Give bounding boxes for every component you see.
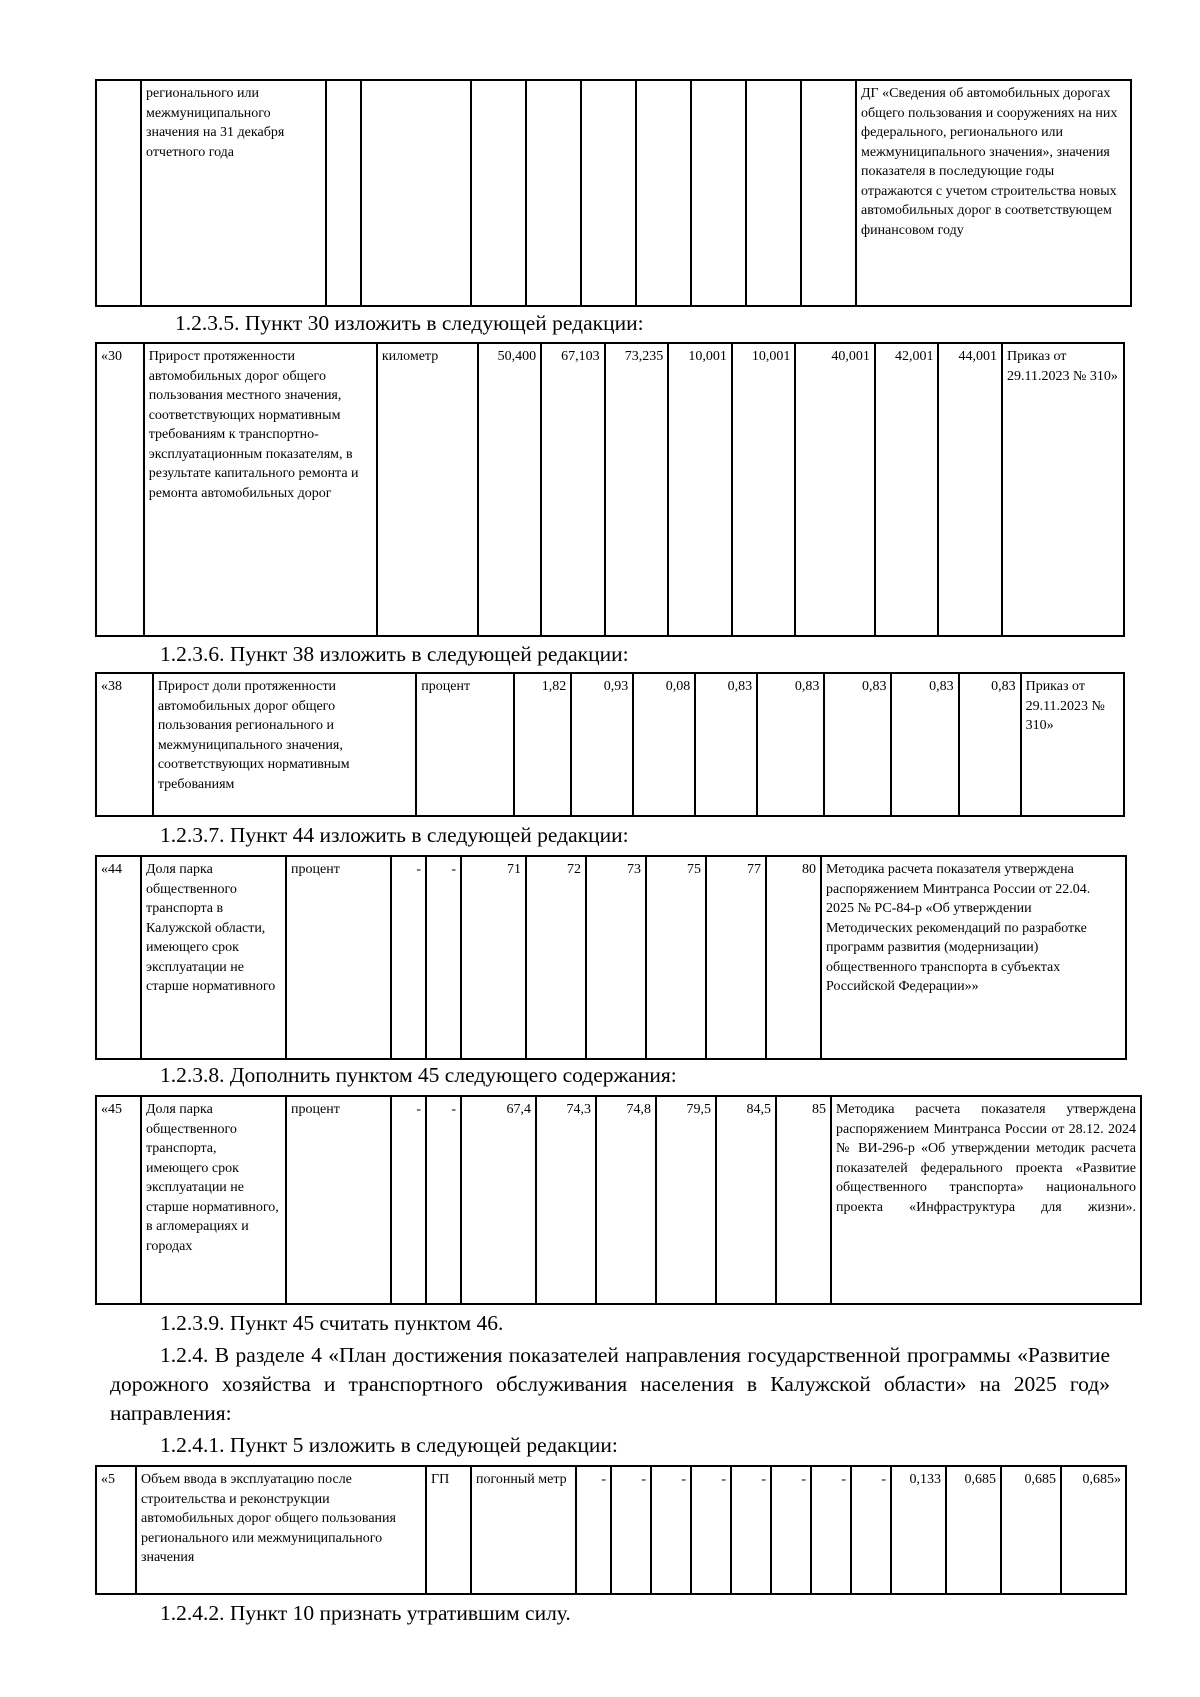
value-cell: 0,83 — [824, 673, 891, 816]
value-cell: 85 — [776, 1096, 831, 1304]
value-cell: - — [771, 1466, 811, 1594]
value-cell: - — [391, 1096, 426, 1304]
value-cell: - — [611, 1466, 651, 1594]
empty-cell — [691, 80, 746, 306]
indicator-name: Доля парка общественного транспорта в Калужской области, имеющего срок эксплуатации не старше нормативного — [141, 856, 286, 1059]
unit: погонный метр — [471, 1466, 576, 1594]
source-cell: Методика расчета показателя утверждена распоряжением Минтранса России от 28.12. 2024 № ВИ-296-р «Об утверждении методик расчета показателей федерального проекта «Развитие общественного транспорта» национального проекта «Инфраструктура для жизни». — [831, 1096, 1141, 1304]
value-cell: - — [851, 1466, 891, 1594]
value-cell: 0,83 — [891, 673, 958, 816]
row-number: «5 — [96, 1466, 136, 1594]
value-cell: 10,001 — [732, 343, 796, 636]
unit: процент — [416, 673, 514, 816]
value-cell: 0,83 — [959, 673, 1021, 816]
value-cell: - — [811, 1466, 851, 1594]
empty-cell — [636, 80, 691, 306]
indicator-name-cell: регионального или межмуниципального значения на 31 декабря отчетного года — [141, 80, 326, 306]
paragraph-124: 1.2.4. В разделе 4 «План достижения показателей направления государственной программы «Развитие дорожного хозяйства и транспортного обслуживания населения в Калужской области» на 2025 год» направления: — [110, 1343, 1110, 1425]
empty-cell — [361, 80, 471, 306]
indicator-name: Объем ввода в эксплуатацию после строительства и реконструкции автомобильных дорог общего пользования регионального или межмуниципального значения — [136, 1466, 426, 1594]
empty-cell — [526, 80, 581, 306]
heading-1235: 1.2.3.5. Пункт 30 изложить в следующей редакции: — [175, 311, 644, 335]
value-cell: - — [391, 856, 426, 1059]
value-cell: 72 — [526, 856, 586, 1059]
value-cell: 77 — [706, 856, 766, 1059]
value-cell: 79,5 — [656, 1096, 716, 1304]
table-row-45 — [95, 1095, 1142, 1305]
top-table — [95, 79, 1132, 307]
unit: процент — [286, 856, 391, 1059]
value-cell: - — [731, 1466, 771, 1594]
value-cell: 0,93 — [571, 673, 633, 816]
value-cell: 42,001 — [875, 343, 939, 636]
value-cell: 50,400 — [478, 343, 542, 636]
value-cell: 0,685» — [1061, 1466, 1126, 1594]
value-cell: 74,3 — [536, 1096, 596, 1304]
value-cell: 75 — [646, 856, 706, 1059]
value-cell: 44,001 — [938, 343, 1002, 636]
empty-cell — [471, 80, 526, 306]
value-cell: - — [426, 1096, 461, 1304]
heading-1236: 1.2.3.6. Пункт 38 изложить в следующей редакции: — [160, 642, 629, 666]
value-cell: 73,235 — [605, 343, 669, 636]
heading-1237: 1.2.3.7. Пункт 44 изложить в следующей редакции: — [160, 823, 629, 847]
value-cell: 0,08 — [633, 673, 695, 816]
value-cell: 0,83 — [695, 673, 757, 816]
value-cell: 10,001 — [668, 343, 732, 636]
program-type: ГП — [426, 1466, 471, 1594]
heading-12242: 1.2.4.2. Пункт 10 признать утратившим силу. — [160, 1601, 571, 1625]
empty-cell — [801, 80, 856, 306]
value-cell: 73 — [586, 856, 646, 1059]
indicator-name: Прирост протяженности автомобильных дорог общего пользования местного значения, соответствующих нормативным требованиям к транспортно-эксплуатационным показателям, в результате капитального ремонта и ремонта автомобильных дорог — [144, 343, 377, 636]
source-cell: Методика расчета показателя утверждена распоряжением Минтранса России от 22.04. 2025 № РС-84-р «Об утверждении Методических рекомендаций по разработке программ развития (модернизации) общественного транспорта в субъектах Российской Федерации»» — [821, 856, 1126, 1059]
value-cell: 71 — [461, 856, 526, 1059]
indicator-name: Прирост доли протяженности автомобильных дорог общего пользования регионального и межмуниципального значения, соответствующих нормативным требованиям — [153, 673, 416, 816]
source-cell: ДГ «Сведения об автомобильных дорогах общего пользования и сооружениях на них федерального, регионального или межмуниципального значения», значения показателя в последующие годы отражаются с учетом строительства новых автомобильных дорог в соответствующем финансовом году — [856, 80, 1131, 306]
value-cell: - — [651, 1466, 691, 1594]
value-cell: 67,4 — [461, 1096, 536, 1304]
source-cell: Приказ от 29.11.2023 № 310» — [1021, 673, 1124, 816]
value-cell: 0,685 — [946, 1466, 1001, 1594]
value-cell: 0,685 — [1001, 1466, 1061, 1594]
empty-cell — [746, 80, 801, 306]
heading-12241: 1.2.4.1. Пункт 5 изложить в следующей редакции: — [160, 1433, 618, 1457]
heading-1238: 1.2.3.8. Дополнить пунктом 45 следующего содержания: — [160, 1063, 677, 1087]
source-cell: Приказ от 29.11.2023 № 310» — [1002, 343, 1124, 636]
row-number: «30 — [96, 343, 144, 636]
value-cell: - — [576, 1466, 611, 1594]
table-row-5 — [95, 1465, 1127, 1595]
indicator-name: Доля парка общественного транспорта, имеющего срок эксплуатации не старше нормативного, в агломерациях и городах — [141, 1096, 286, 1304]
value-cell: 0,133 — [891, 1466, 946, 1594]
table-row-30 — [95, 342, 1125, 637]
value-cell: 74,8 — [596, 1096, 656, 1304]
value-cell: 40,001 — [795, 343, 874, 636]
row-number: «44 — [96, 856, 141, 1059]
table-row-38 — [95, 672, 1125, 817]
empty-cell — [326, 80, 361, 306]
value-cell: - — [691, 1466, 731, 1594]
value-cell: 67,103 — [541, 343, 605, 636]
heading-1239: 1.2.3.9. Пункт 45 считать пунктом 46. — [160, 1311, 504, 1335]
row-number: «45 — [96, 1096, 141, 1304]
table-row-44 — [95, 855, 1127, 1060]
empty-cell — [581, 80, 636, 306]
value-cell: 0,83 — [757, 673, 824, 816]
value-cell: - — [426, 856, 461, 1059]
unit: процент — [286, 1096, 391, 1304]
value-cell: 1,82 — [514, 673, 571, 816]
empty-cell — [96, 80, 141, 306]
row-number: «38 — [96, 673, 153, 816]
unit: километр — [377, 343, 478, 636]
value-cell: 80 — [766, 856, 821, 1059]
value-cell: 84,5 — [716, 1096, 776, 1304]
